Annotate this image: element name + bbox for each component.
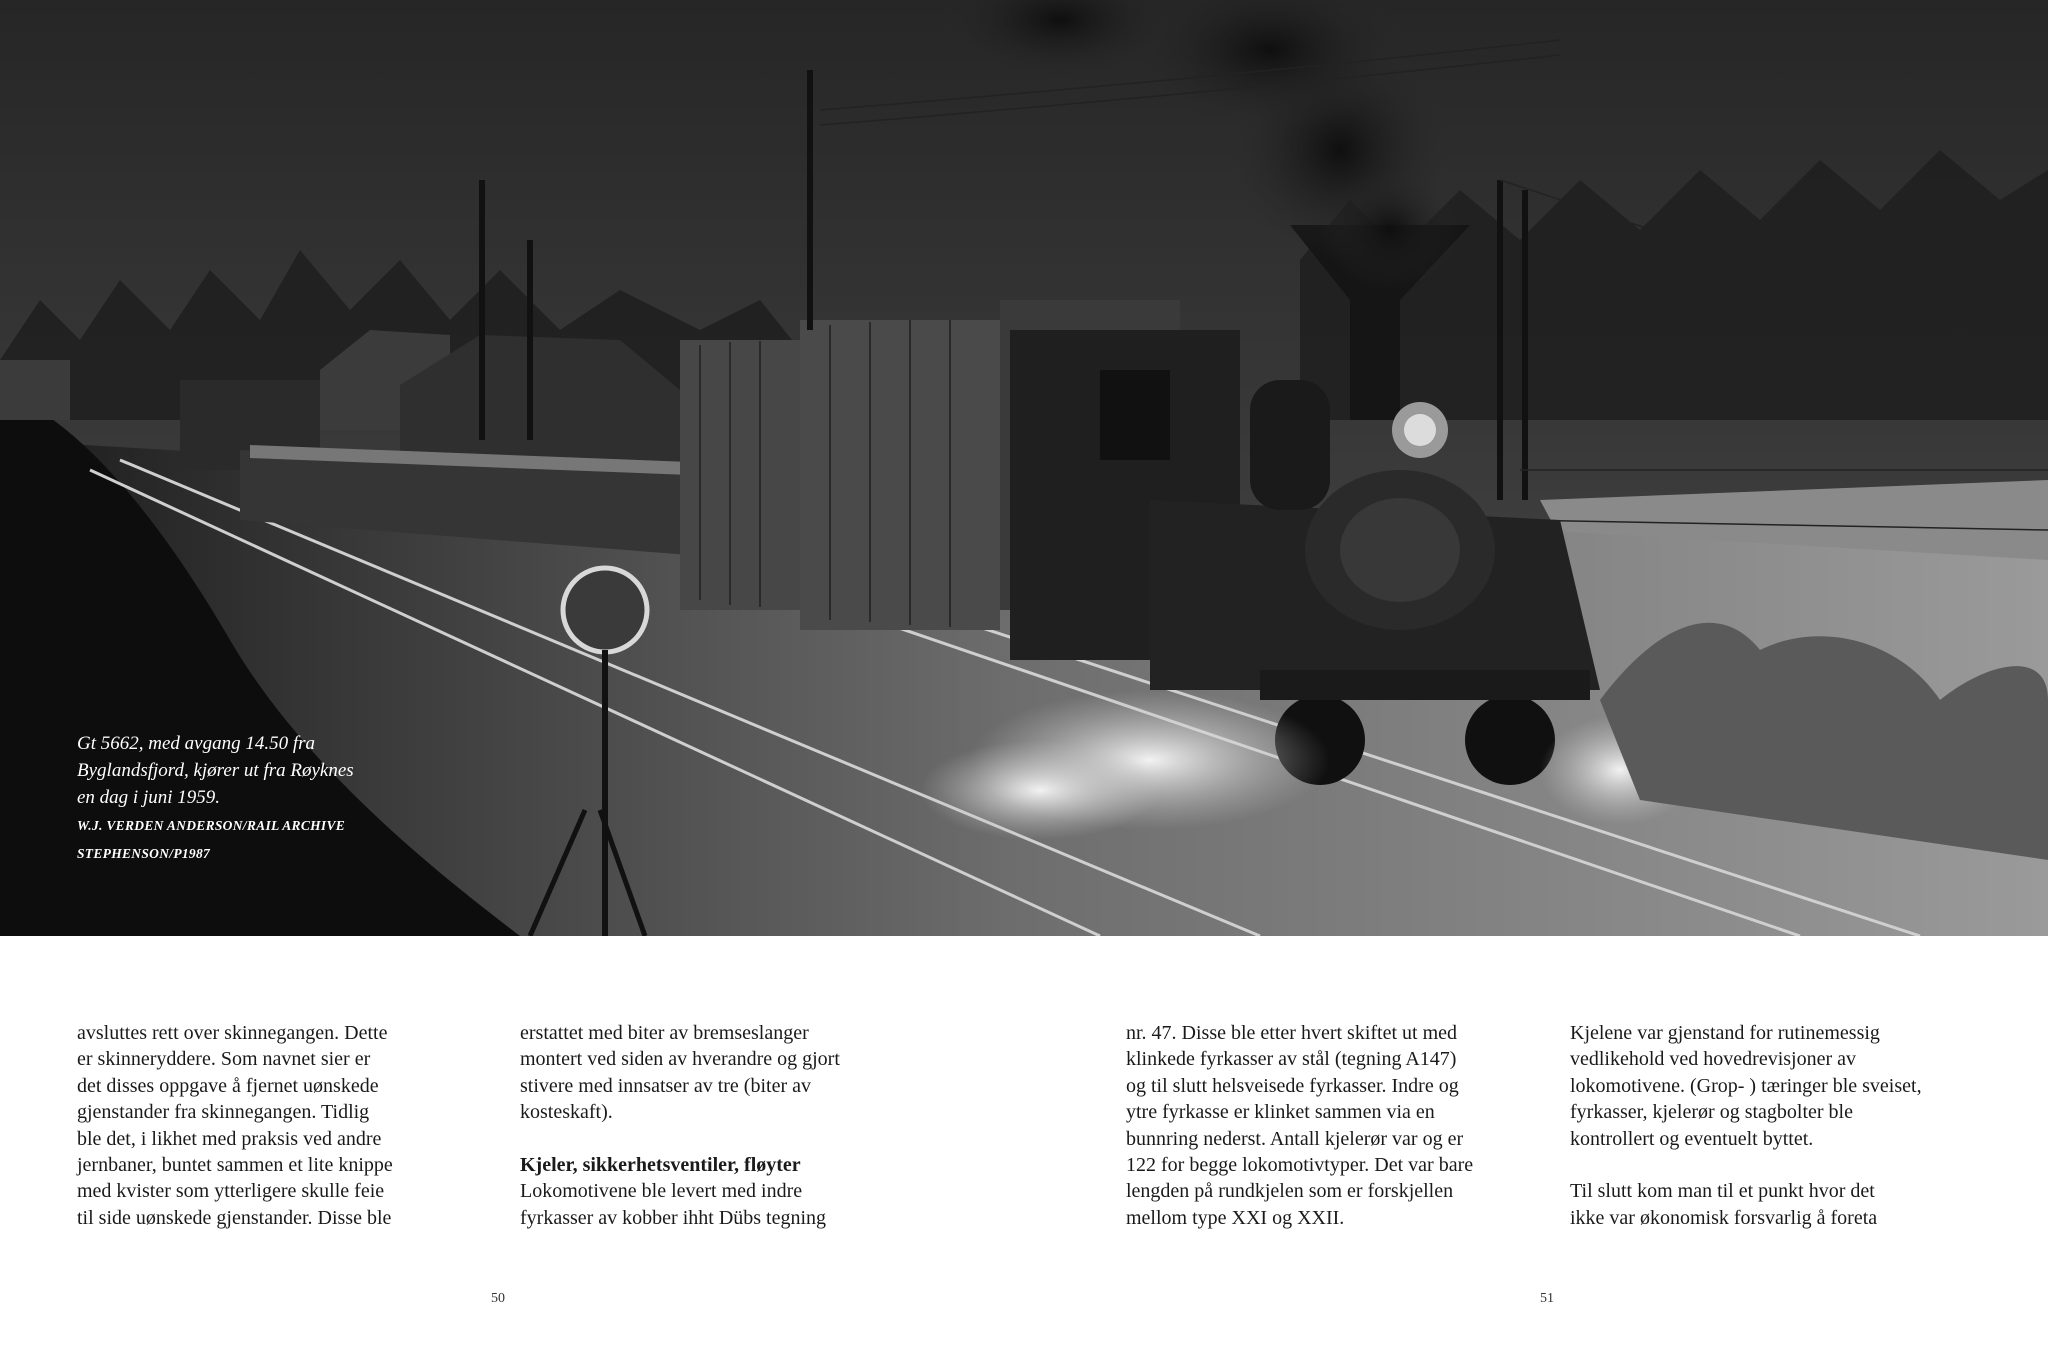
- text-line: jernbaner, buntet sammen et lite knippe: [77, 1154, 393, 1177]
- photo-credit: W.J. VERDEN ANDERSON/RAIL ARCHIVE: [77, 818, 346, 833]
- page-number-left: 50: [491, 1291, 505, 1306]
- text-line: ikke var økonomisk forsvarlig å foreta: [1570, 1206, 1878, 1229]
- text-line: stivere med innsatser av tre (biter av: [520, 1074, 811, 1097]
- caption-line: Byglandsfjord, kjører ut fra Røyknes: [77, 760, 354, 781]
- text-line: nr. 47. Disse ble etter hvert skiftet ut med: [1126, 1022, 1458, 1044]
- text-column-2: [520, 1020, 890, 1231]
- text-line: gjenstander fra skinnegangen. Tidlig: [77, 1101, 370, 1124]
- text-line: med kvister som ytterligere skulle feie: [77, 1180, 385, 1203]
- text-line: lokomotivene. (Grop- ) tæringer ble sveiset,: [1570, 1074, 1922, 1097]
- text-line: kontrollert og eventuelt byttet.: [1570, 1127, 1814, 1150]
- text-line: erstattet med biter av bremseslanger: [520, 1022, 809, 1044]
- text-column-1: [77, 1020, 447, 1231]
- text-line: lengden på rundkjelen som er forskjellen: [1126, 1180, 1454, 1203]
- text-line: kosteskaft).: [520, 1101, 613, 1124]
- text-line: Til slutt kom man til et punkt hvor det: [1570, 1180, 1875, 1203]
- text-line: Lokomotivene ble levert med indre: [520, 1180, 803, 1203]
- text-line: ytre fyrkasse er klinket sammen via en: [1126, 1101, 1435, 1124]
- text-line: fyrkasser av kobber ihht Dübs tegning: [520, 1206, 827, 1229]
- caption-line: Gt 5662, med avgang 14.50 fra: [77, 733, 316, 754]
- text-line: ble det, i likhet med praksis ved andre: [77, 1127, 382, 1150]
- text-line: klinkede fyrkasser av stål (tegning A147): [1126, 1048, 1457, 1071]
- text-line: fyrkasser, kjelerør og stagbolter ble: [1570, 1101, 1853, 1124]
- text-line: 122 for begge lokomotivtyper. Det var bare: [1126, 1154, 1474, 1177]
- paragraph-gap: [1570, 1152, 1940, 1178]
- text-line: og til slutt helsveisede fyrkasser. Indre og: [1126, 1074, 1459, 1097]
- paragraph-gap: [520, 1126, 890, 1152]
- section-heading: Kjeler, sikkerhetsventiler, fløyter: [520, 1154, 801, 1177]
- text-column-4: [1570, 1020, 1940, 1231]
- page-number-right: 51: [1540, 1291, 1554, 1306]
- text-line: vedlikehold ved hovedrevisjoner av: [1570, 1048, 1857, 1071]
- text-line: montert ved siden av hverandre og gjort: [520, 1048, 840, 1071]
- text-line: avsluttes rett over skinnegangen. Dette: [77, 1022, 388, 1044]
- text-line: til side uønskede gjenstander. Disse ble: [77, 1206, 392, 1229]
- text-line: det disses oppgave å fjernet uønskede: [77, 1074, 379, 1097]
- caption-line: en dag i juni 1959.: [77, 787, 221, 808]
- text-line: er skinneryddere. Som navnet sier er: [77, 1048, 371, 1071]
- text-line: Kjelene var gjenstand for rutinemessig: [1570, 1022, 1880, 1044]
- text-line: mellom type XXI og XXII.: [1126, 1206, 1345, 1229]
- photo-caption: [77, 730, 417, 867]
- text-line: bunnring nederst. Antall kjelerør var og er: [1126, 1127, 1464, 1150]
- photo-credit: STEPHENSON/P1987: [77, 846, 211, 861]
- text-column-3: [1126, 1020, 1496, 1231]
